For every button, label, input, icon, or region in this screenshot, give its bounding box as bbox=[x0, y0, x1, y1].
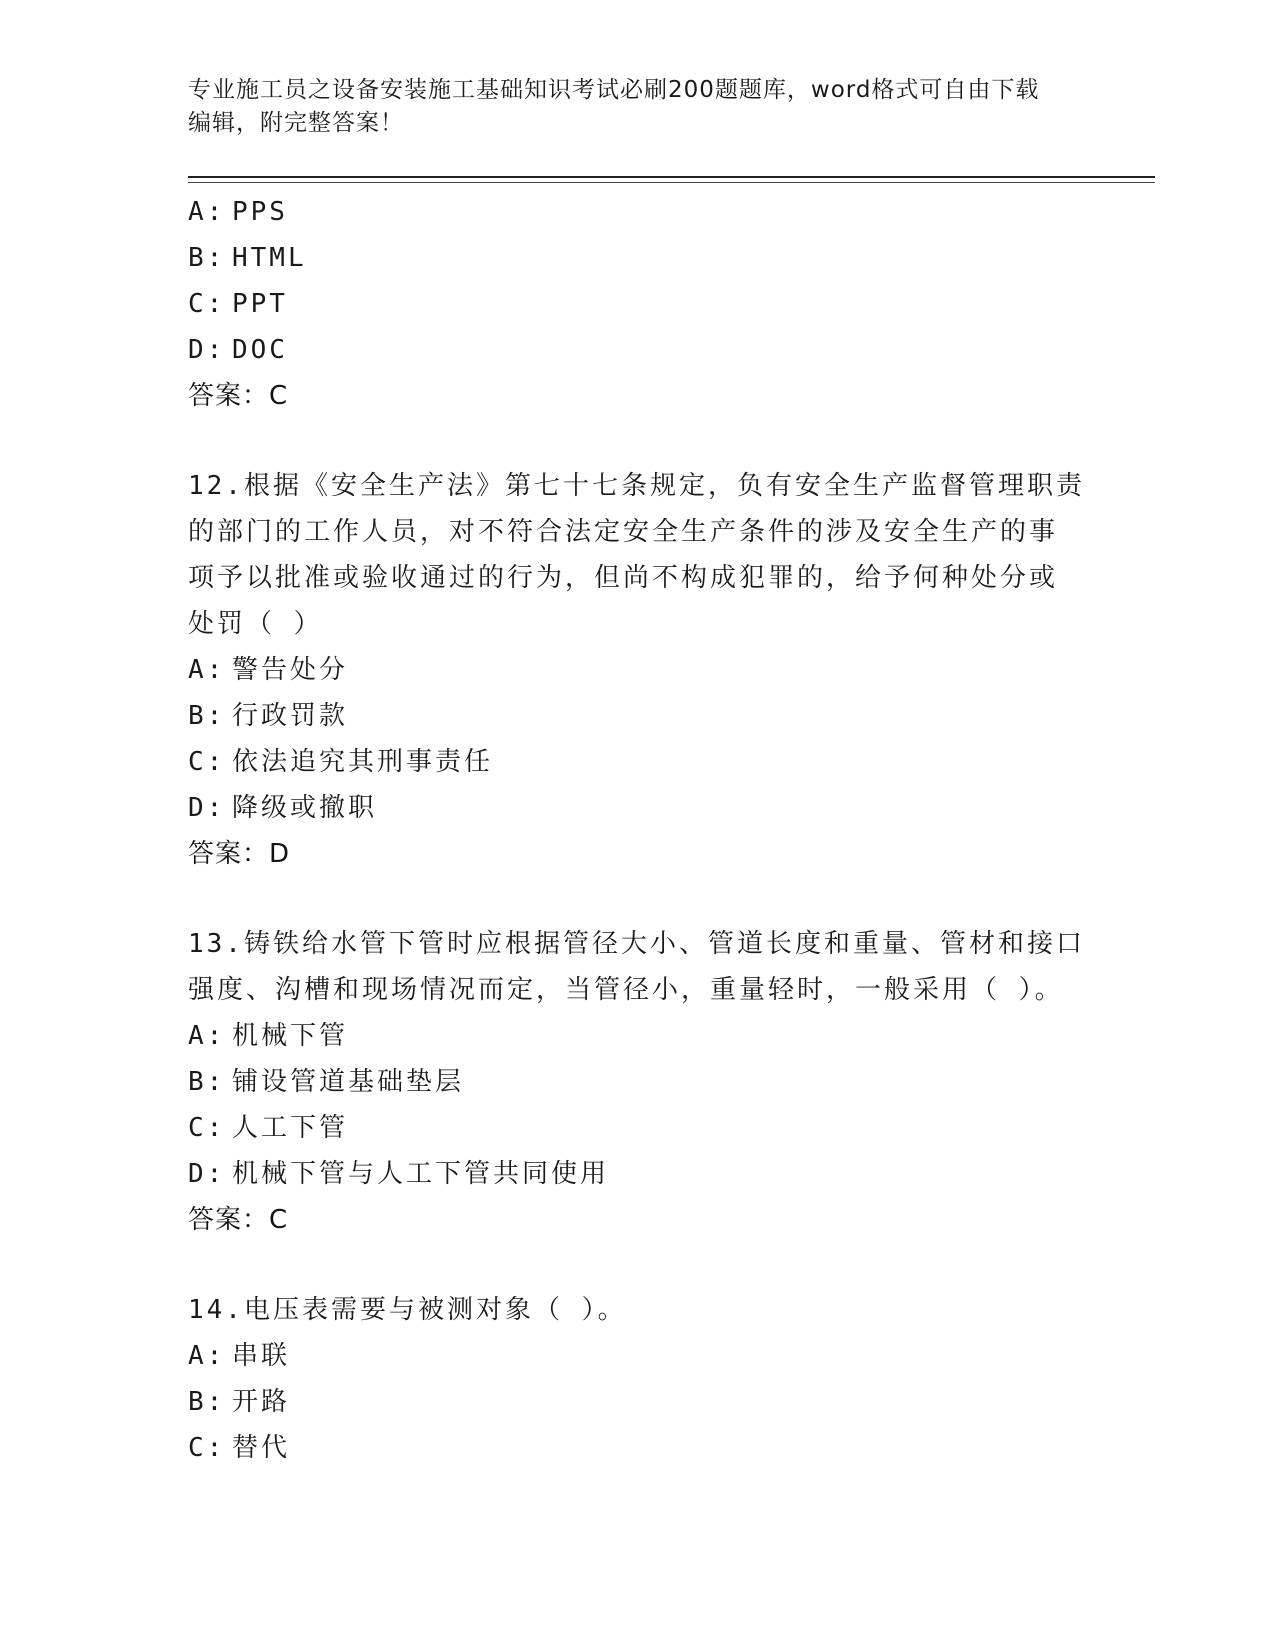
question-list bbox=[188, 189, 1088, 1471]
answer-line: 答案：D bbox=[188, 839, 291, 869]
option-b: B: 铺设管道基础垫层 bbox=[188, 1067, 465, 1097]
option-b: B: 行政罚款 bbox=[188, 701, 349, 731]
question-11 bbox=[188, 189, 1088, 419]
option-c: C: 替代 bbox=[188, 1433, 291, 1463]
option-a: A: 串联 bbox=[188, 1341, 291, 1371]
question-13 bbox=[188, 921, 1088, 1243]
question-12 bbox=[188, 463, 1088, 877]
question-text-line: 的部门的工作人员，对不符合法定安全生产条件的涉及安全生产的事 bbox=[188, 517, 1059, 547]
option-a: A: 机械下管 bbox=[188, 1021, 349, 1051]
question-text-line: 项予以批准或验收通过的行为，但尚不构成犯罪的，给予何种处分或 bbox=[188, 563, 1059, 593]
option-c: C: PPT bbox=[188, 289, 288, 319]
option-b: B: 开路 bbox=[188, 1387, 291, 1417]
question-text-line: 14.电压表需要与被测对象（ ）。 bbox=[188, 1295, 627, 1325]
question-text-line: 强度、沟槽和现场情况而定，当管径小，重量轻时，一般采用（ ）。 bbox=[188, 975, 1064, 1005]
option-c: C: 依法追究其刑事责任 bbox=[188, 747, 494, 777]
option-d: D: DOC bbox=[188, 335, 288, 365]
option-d: D: 降级或撤职 bbox=[188, 793, 378, 823]
header-divider-thick bbox=[188, 176, 1155, 178]
question-text-line: 处罚（ ） bbox=[188, 609, 323, 639]
option-d: D: 机械下管与人工下管共同使用 bbox=[188, 1159, 610, 1189]
answer-line: 答案：C bbox=[188, 1205, 289, 1235]
question-text-line: 12.根据《安全生产法》第七十七条规定，负有安全生产监督管理职责 bbox=[188, 471, 1085, 501]
question-text-line: 13.铸铁给水管下管时应根据管径大小、管道长度和重量、管材和接口 bbox=[188, 929, 1085, 959]
option-c: C: 人工下管 bbox=[188, 1113, 349, 1143]
header-divider-thin bbox=[188, 182, 1155, 183]
option-b: B: HTML bbox=[188, 243, 307, 273]
answer-line: 答案：C bbox=[188, 381, 289, 411]
question-14 bbox=[188, 1287, 1088, 1471]
header-line-1: 专业施工员之设备安装施工基础知识考试必刷200题题库，word格式可自由下载 bbox=[188, 77, 1040, 103]
document-header bbox=[188, 74, 1068, 140]
header-line-2: 编辑，附完整答案！ bbox=[188, 110, 404, 136]
option-a: A: 警告处分 bbox=[188, 655, 349, 685]
option-a: A: PPS bbox=[188, 197, 288, 227]
